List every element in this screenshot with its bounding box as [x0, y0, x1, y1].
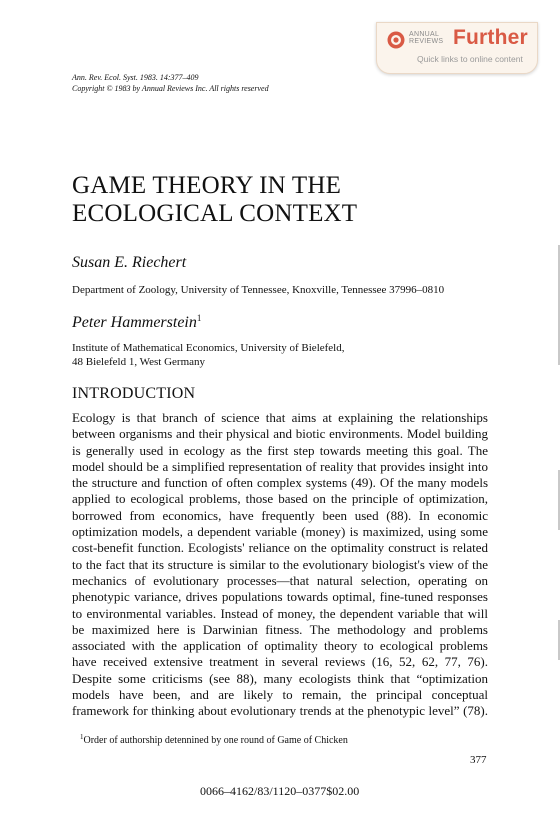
section-heading: INTRODUCTION: [72, 385, 196, 402]
body-line: framework for thinking about evolutionary trends at the phenotypic level” (78).: [72, 703, 488, 719]
body-line: to the fact that its structure is similar to the evolutionary biologist's view of the: [72, 556, 488, 572]
journal-citation: [72, 72, 269, 94]
author-affiliation: Institute of Mathematical Economics, University of Bielefeld, 48 Bielefeld 1, West Germany: [72, 342, 345, 368]
document-code: 0066–4162/83/1120–0377$02.00: [200, 784, 360, 798]
footnote-text: Order of authorship detennined by one round of Game of Chicken: [83, 735, 348, 746]
body-line: the structure and function of often complex systems (49). Of the many models: [72, 475, 488, 491]
body-line: be maximized here is Darwinian fitness. The methodology and problems: [72, 621, 488, 637]
badge-brand: Further: [453, 26, 528, 49]
badge-publisher-label: ANNUAL REVIEWS: [409, 31, 444, 45]
annual-reviews-logo-icon: [387, 31, 405, 49]
author-affiliation: Department of Zoology, University of Tennessee, Knoxville, Tennessee 37996–0810: [72, 284, 445, 296]
body-line: models have been, and are likely to remain, the principal conceptual: [72, 687, 488, 703]
body-line: have received extensive treatment in several reviews (16, 52, 62, 77, 76).: [72, 654, 488, 670]
body-line: applied to ecological problems, those based on the principle of optimization,: [72, 491, 488, 507]
footnote: [80, 733, 348, 746]
body-line: mechanics of evolutionary processes—that natural selection, operating on: [72, 572, 488, 588]
citation-line: Ann. Rev. Ecol. Syst. 1983. 14:377–409: [72, 73, 199, 82]
body-line: phenotypic variance, drives populations towards optimal, fine-tuned responses: [72, 589, 488, 605]
author-name: Susan E. Riechert: [72, 254, 187, 271]
body-line: cost-benefit function. Ecologists' reliance on the optimality construct is related: [72, 540, 488, 556]
page-number: 377: [470, 754, 487, 766]
body-line: optimization models, a dependent variable (money) is maximized, using some: [72, 524, 488, 540]
annual-reviews-further-badge[interactable]: [376, 22, 538, 74]
body-line: borrowed from economics, have frequently been used (88). In economic: [72, 507, 488, 523]
body-line: to environmental variables. Instead of money, the dependent variable that will: [72, 605, 488, 621]
author-footnote-marker[interactable]: 1: [196, 313, 202, 323]
body-line: between organisms and their physical and biotic environments. Model building: [72, 426, 488, 442]
body-line: is generally used in ecology as the first step towards meeting this goal. The: [72, 442, 488, 458]
title-line: ECOLOGICAL CONTEXT: [72, 200, 358, 227]
article-title: [72, 172, 357, 228]
author-name: Peter Hammerstein$^1$: [72, 313, 202, 331]
body-line: model should be a simplified representation of reality that provides insight into: [72, 458, 488, 474]
footnote-marker: 1: [80, 733, 84, 741]
title-line: GAME THEORY IN THE: [72, 172, 342, 199]
body-line: Ecology is that branch of science that aims at explaining the relationships: [72, 410, 488, 425]
copyright-line: Copyright © 1983 by Annual Reviews Inc. All rights reserved: [72, 84, 269, 93]
body-paragraph: [72, 410, 488, 720]
body-line: associated with the application of optimality theory to ecological problems: [72, 638, 488, 654]
badge-tagline: Quick links to online content: [417, 54, 523, 64]
body-line: Despite some criticisms (see 88), many ecologists think that “optimization: [72, 670, 488, 686]
